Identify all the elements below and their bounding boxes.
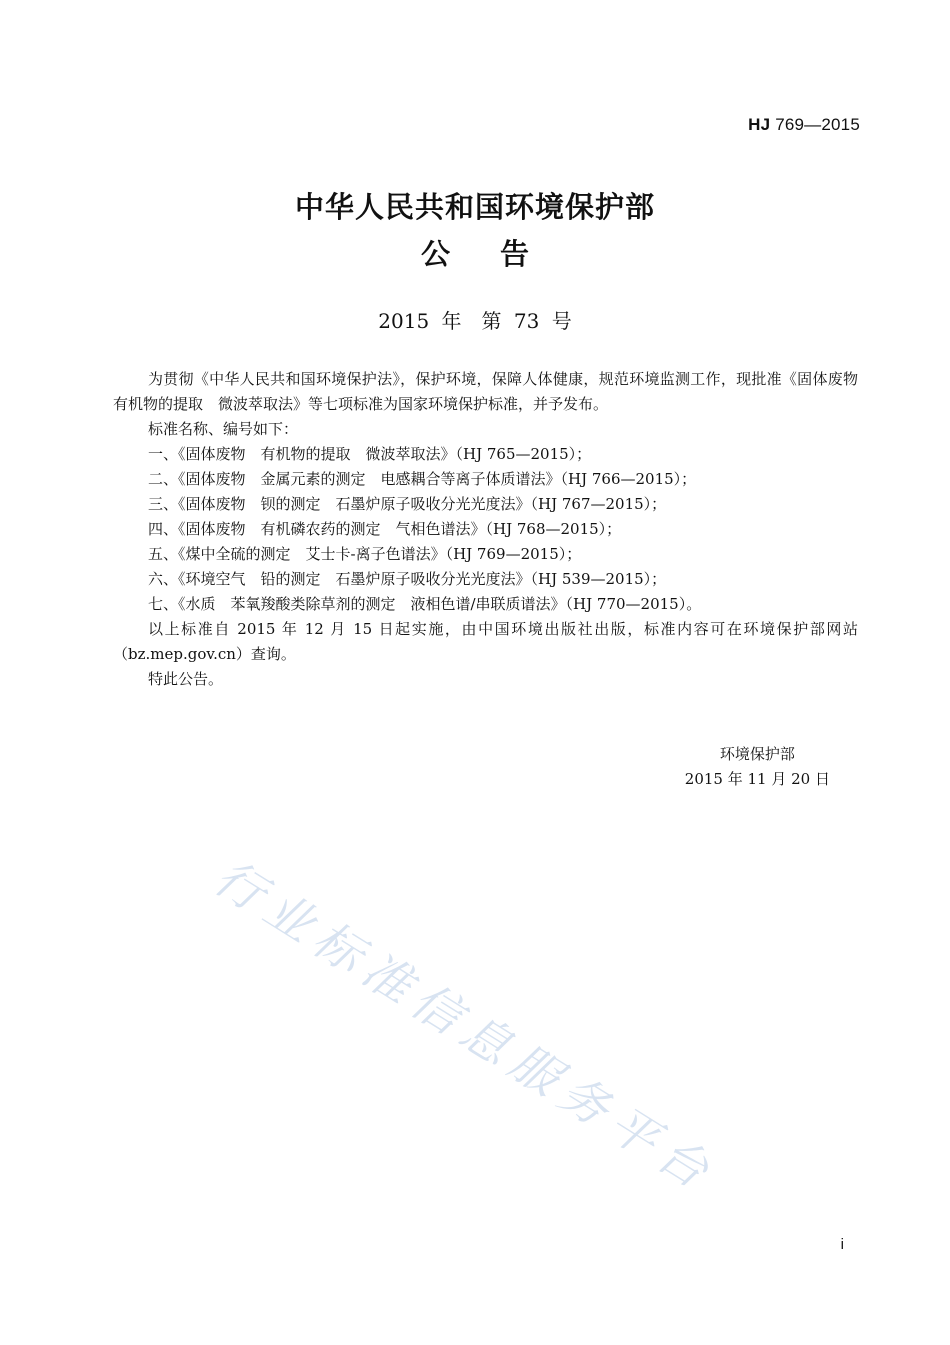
- signature-block: [685, 742, 830, 792]
- standard-code-number: 769—2015: [770, 115, 860, 134]
- watermark: 行业标准信息服务平台: [204, 849, 727, 1205]
- closing-line: 特此公告。: [148, 670, 224, 688]
- organization-title: 中华人民共和国环境保护部: [294, 190, 655, 224]
- signature-date: 2015 年 11 月 20 日: [684, 770, 830, 788]
- standard-item: 六、《环境空气 铅的测定 石墨炉原子吸收分光光度法》（HJ 539—2015）；: [148, 570, 667, 588]
- standard-item: 四、《固体废物 有机磷农药的测定 气相色谱法》（HJ 768—2015）；: [148, 520, 622, 538]
- signature-org: 环境保护部: [719, 745, 795, 763]
- announcement-number: 2015 年 第 73 号: [378, 309, 572, 333]
- standard-item: 五、《煤中全硫的测定 艾士卡-离子色谱法》（HJ 769—2015）；: [148, 545, 582, 563]
- standard-item: 七、《水质 苯氧羧酸类除草剂的测定 液相色谱/串联质谱法》（HJ 770—2015）。: [148, 595, 702, 613]
- list-heading: 标准名称、编号如下：: [148, 420, 299, 438]
- standard-code-prefix: HJ: [748, 115, 771, 134]
- standard-item: 一、《固体废物 有机物的提取 微波萃取法》（HJ 765—2015）；: [148, 445, 592, 463]
- standard-code: [748, 115, 860, 135]
- effective-date-paragraph: 以上标准自 2015 年 12 月 15 日起实施，由中国环境出版社出版，标准内容可在环境保护部网站（bz.mep.gov.cn）查询。: [113, 620, 858, 663]
- standard-item: 三、《固体废物 钡的测定 石墨炉原子吸收分光光度法》（HJ 767—2015）；: [148, 495, 667, 513]
- page-number: i: [840, 1236, 844, 1253]
- document-kind-title: 公 告: [420, 237, 530, 271]
- announcement-body: [113, 367, 874, 692]
- intro-paragraph: 为贯彻《中华人民共和国环境保护法》，保护环境，保障人体健康，规范环境监测工作，现批准《固体废物 有机物的提取 微波萃取法》等七项标准为国家环境保护标准，并予发布。: [113, 370, 874, 413]
- standard-item: 二、《固体废物 金属元素的测定 电感耦合等离子体质谱法》（HJ 766—2015）；: [148, 470, 697, 488]
